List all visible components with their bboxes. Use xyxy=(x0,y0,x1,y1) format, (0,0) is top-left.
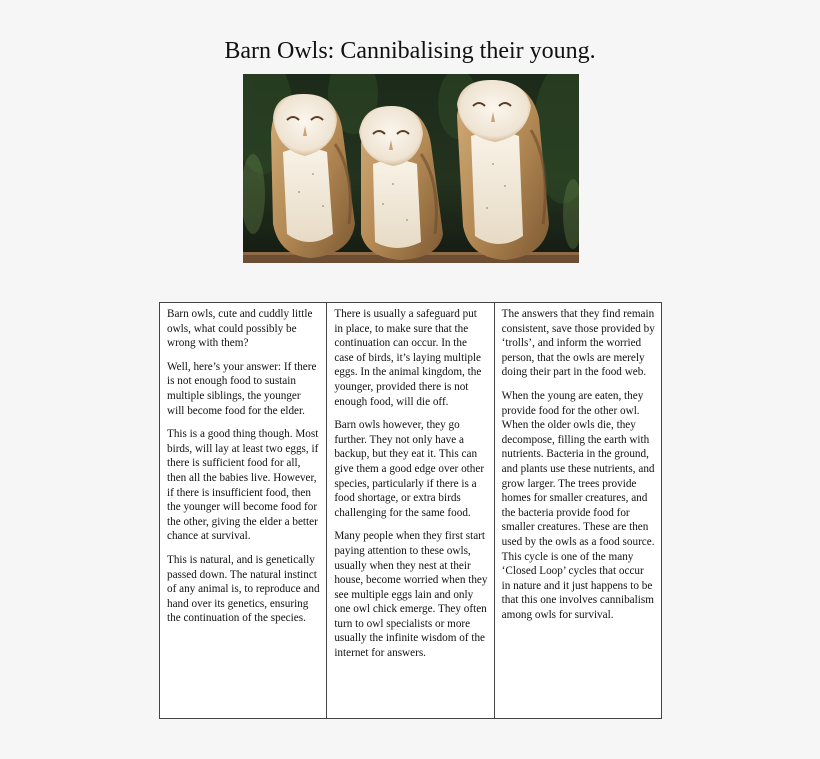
text-column-3 xyxy=(494,303,661,719)
paragraph: The answers that they find remain consistent, save those provided by ‘trolls’, and inform the worried person, that the owls are merely doing their part in the food web. xyxy=(501,308,655,379)
paragraph: This is natural, and is genetically passed down. The natural instinct of any animal is, to reproduce and hand over its genetics, ensuring the continuation of the species. xyxy=(167,553,320,625)
paragraph: This is a good thing though. Most birds, will lay at least two eggs, if there is sufficient food for all, then all the babies live. However, if there is insufficient food, then the younger will become food for the other, giving the elder a better chance at survival. xyxy=(167,428,319,543)
paragraph: Barn owls, cute and cuddly little owls, what could possibly be wrong with them? xyxy=(167,308,313,350)
text-columns-table xyxy=(159,302,662,719)
paragraph: Well, here’s your answer: If there is not enough food to sustain multiple siblings, the younger will become food for the elder. xyxy=(167,360,317,417)
paragraph: Many people when they first start paying attention to these owls, usually when they nest at their house, become worried when they see multiple eggs lain and only one owl chick emerge. They often turn to owl specialists or more usually the infinite wisdom of the internet for answers. xyxy=(334,530,488,660)
paragraph: Barn owls however, they go further. They not only have a backup, but they eat it. This can give them a good edge over other species, particularly if there is a food shortage, or extra birds challenging for the same food. xyxy=(334,419,485,519)
paragraph: There is usually a safeguard put in place, to make sure that the continuation can occur. In the case of birds, it’s laying multiple eggs. In the animal kingdom, the younger, provided there is not enough food, will die off. xyxy=(334,308,482,408)
text-column-1 xyxy=(160,303,327,719)
page-title: Barn Owls: Cannibalising their young. xyxy=(224,38,596,64)
paragraph: When the young are eaten, they provide food for the other owl. When the older owls die, they decompose, filling the earth with nutrients. Bacteria in the ground, and plants use these nutrients, and grow larger. The trees provide homes for smaller creatures, and the bacteria provide food for smaller creatures. These are then used by the owls as a food source. This cycle is one of the many ‘Closed Loop’ cycles that occur in nature and it just happens to be that this one involves cannibalism among owls for survival. xyxy=(501,389,655,621)
text-column-2 xyxy=(327,303,494,719)
owls-photo xyxy=(243,74,579,263)
